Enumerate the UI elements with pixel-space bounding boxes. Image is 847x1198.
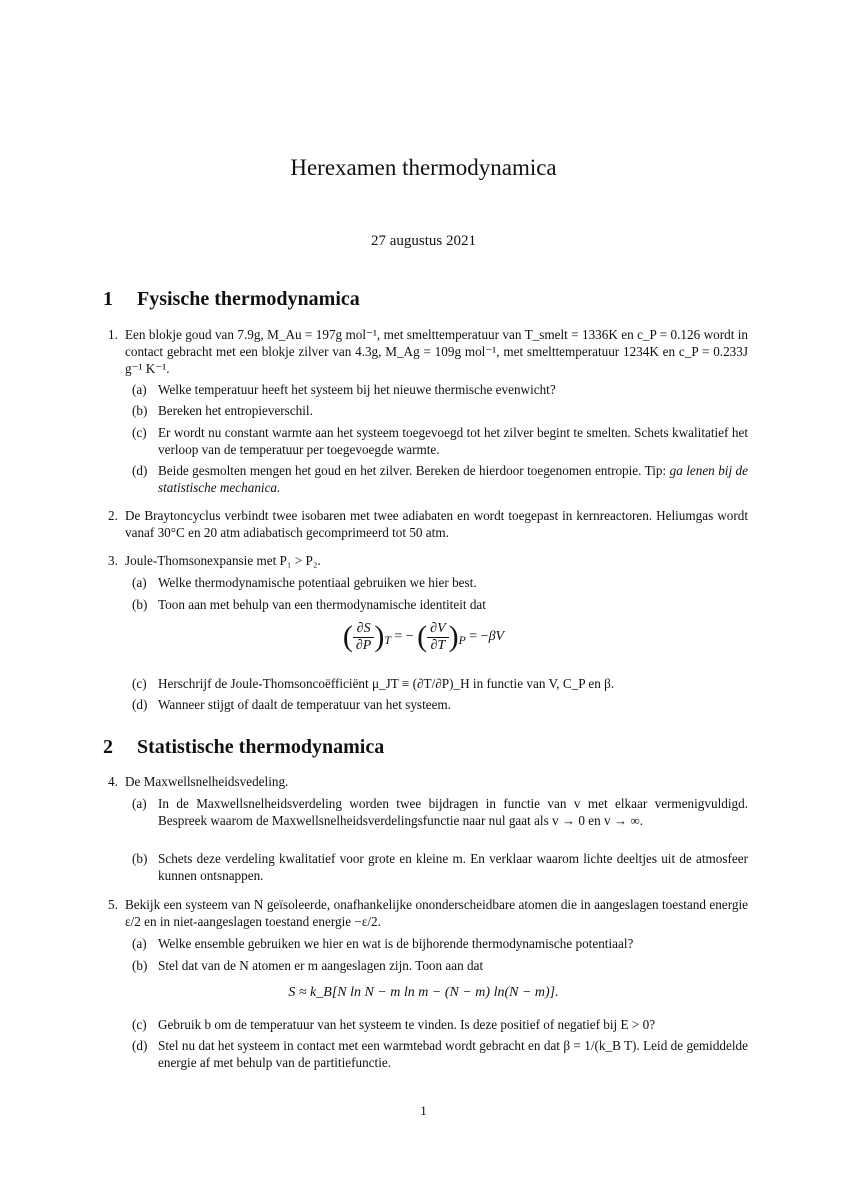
question-5b (132, 957, 748, 974)
entropy-equation: S ≈ k_B[N ln N − m ln m − (N − m) ln(N − m)]. (288, 985, 559, 1000)
sub-text: Stel nu dat het systeem in contact met een warmtebad wordt gebracht en dat β = 1/(k_B T). Leid de gemiddelde energie af met behulp van de partitiefunctie. (158, 1038, 748, 1070)
sub-label: (a) (132, 382, 147, 397)
question-number: 1. (108, 327, 118, 342)
sub-text: Toon aan met behulp van een thermodynamische identiteit dat (158, 597, 486, 612)
question-3a (132, 574, 748, 591)
sub-text: Welke temperatuur heeft het systeem bij het nieuwe thermische evenwicht? (158, 382, 556, 397)
page-number: 1 (420, 1103, 427, 1118)
question-2 (108, 507, 748, 541)
sub-text: Er wordt nu constant warmte aan het systeem toegevoegd tot het zilver begint te smelten. Schets kwalitatief het verloop van de temperatuur per toegevoegde warmte. (158, 425, 748, 457)
sub-label: (b) (132, 851, 148, 866)
section-number: 1 (103, 288, 113, 310)
question-5a (132, 935, 748, 952)
question-1c (132, 424, 748, 458)
question-text: Joule-Thomsonexpansie met P₁ > P₂. (125, 553, 321, 568)
question-number: 5. (108, 897, 118, 912)
question-1a (132, 381, 748, 398)
sub-label: (a) (132, 575, 147, 590)
question-text: Bekijk een systeem van N geïsoleerde, onafhankelijke ononderscheidbare atomen die in aangeslagen toestand energie ε/2 en in niet-aangeslagen toestand energie −ε/2. (125, 897, 748, 929)
question-3d (132, 696, 748, 713)
question-5 (108, 896, 748, 930)
sub-text: Welke ensemble gebruiken we hier en wat is de bijhorende thermodynamische potentiaal? (158, 936, 634, 951)
sub-label: (d) (132, 1038, 148, 1053)
question-5c (132, 1016, 748, 1033)
question-number: 3. (108, 553, 118, 568)
sub-label: (b) (132, 597, 148, 612)
tip-text: ga lenen bij de statistische mechanica. (158, 463, 749, 495)
sub-label: (b) (132, 958, 148, 973)
question-number: 4. (108, 774, 118, 789)
question-4a (132, 795, 748, 829)
sub-label: (d) (132, 697, 148, 712)
sub-label: (b) (132, 403, 148, 418)
maxwell-relation-equation: ( $\frac{\partial S}{\partial P}$ )$_T$ = − ( $\frac{\partial V}{\partial T}$ )$_P = -\beta V$ (342, 620, 505, 653)
section-heading-2 (103, 736, 384, 759)
sub-text: Stel dat van de N atomen er m aangeslagen zijn. Toon aan dat (158, 958, 484, 973)
question-1 (108, 326, 748, 377)
question-3c (132, 675, 748, 692)
section-number: 2 (103, 736, 113, 758)
question-3 (108, 552, 748, 569)
section-title: Statistische thermodynamica (137, 736, 385, 758)
section-title: Fysische thermodynamica (137, 288, 360, 310)
question-1d (132, 462, 748, 496)
exam-date: 27 augustus 2021 (371, 233, 476, 249)
page-title: Herexamen thermodynamica (290, 155, 557, 180)
sub-text: Wanneer stijgt of daalt de temperatuur van het systeem. (158, 697, 451, 712)
section-heading-1 (103, 288, 360, 311)
sub-label: (c) (132, 425, 147, 440)
sub-text: Gebruik b om de temperatuur van het systeem te vinden. Is deze positief of negatief bij E > 0? (158, 1017, 656, 1032)
sub-text: Schets deze verdeling kwalitatief voor grote en kleine m. En verklaar waarom lichte deeltjes uit de atmosfeer kunnen ontsnappen. (158, 851, 748, 883)
sub-label: (c) (132, 1017, 147, 1032)
question-text: De Maxwellsnelheidsvedeling. (125, 774, 289, 789)
question-1b (132, 402, 748, 419)
question-number: 2. (108, 508, 118, 523)
sub-label: (d) (132, 463, 148, 478)
question-5d (132, 1037, 748, 1071)
sub-label: (a) (132, 936, 147, 951)
sub-text: Herschrijf de Joule-Thomsoncoëfficiënt μ_JT ≡ (∂T/∂P)_H in functie van V, C_P en β. (158, 676, 615, 691)
sub-label: (c) (132, 676, 147, 691)
sub-text (158, 462, 748, 496)
question-3b (132, 596, 748, 613)
sub-text: Bereken het entropieverschil. (158, 403, 313, 418)
sub-text-main: Beide gesmolten mengen het goud en het zilver. Bereken de hierdoor toegenomen entropie. Tip: (158, 463, 667, 478)
question-text: Een blokje goud van 7.9g, M_Au = 197g mol⁻¹, met smelttemperatuur van T_smelt = 1336K en c_P = 0.126 wordt in contact gebracht met een blokje zilver van 4.3g, M_Ag = 109g mol⁻¹, met smelttemperatuur 1234K en c_P = 0.233J g⁻¹ K⁻¹. (125, 327, 748, 376)
sub-text: In de Maxwellsnelheidsverdeling worden twee bijdragen in functie van v met elkaar vermenigvuldigd. Bespreek waarom de Maxwellsnelheidsverdelingsfunctie naar nul gaat als v → 0 en v → ∞. (158, 796, 748, 828)
sub-label: (a) (132, 796, 147, 811)
sub-text: Welke thermodynamische potentiaal gebruiken we hier best. (158, 575, 477, 590)
question-4 (108, 773, 748, 790)
question-text: De Braytoncyclus verbindt twee isobaren met twee adiabaten en wordt toegepast in kernreactoren. Heliumgas wordt vanaf 30°C en 20 atm adiabatisch gecomprimeerd tot 50 atm. (125, 508, 748, 540)
question-4b (132, 850, 748, 884)
